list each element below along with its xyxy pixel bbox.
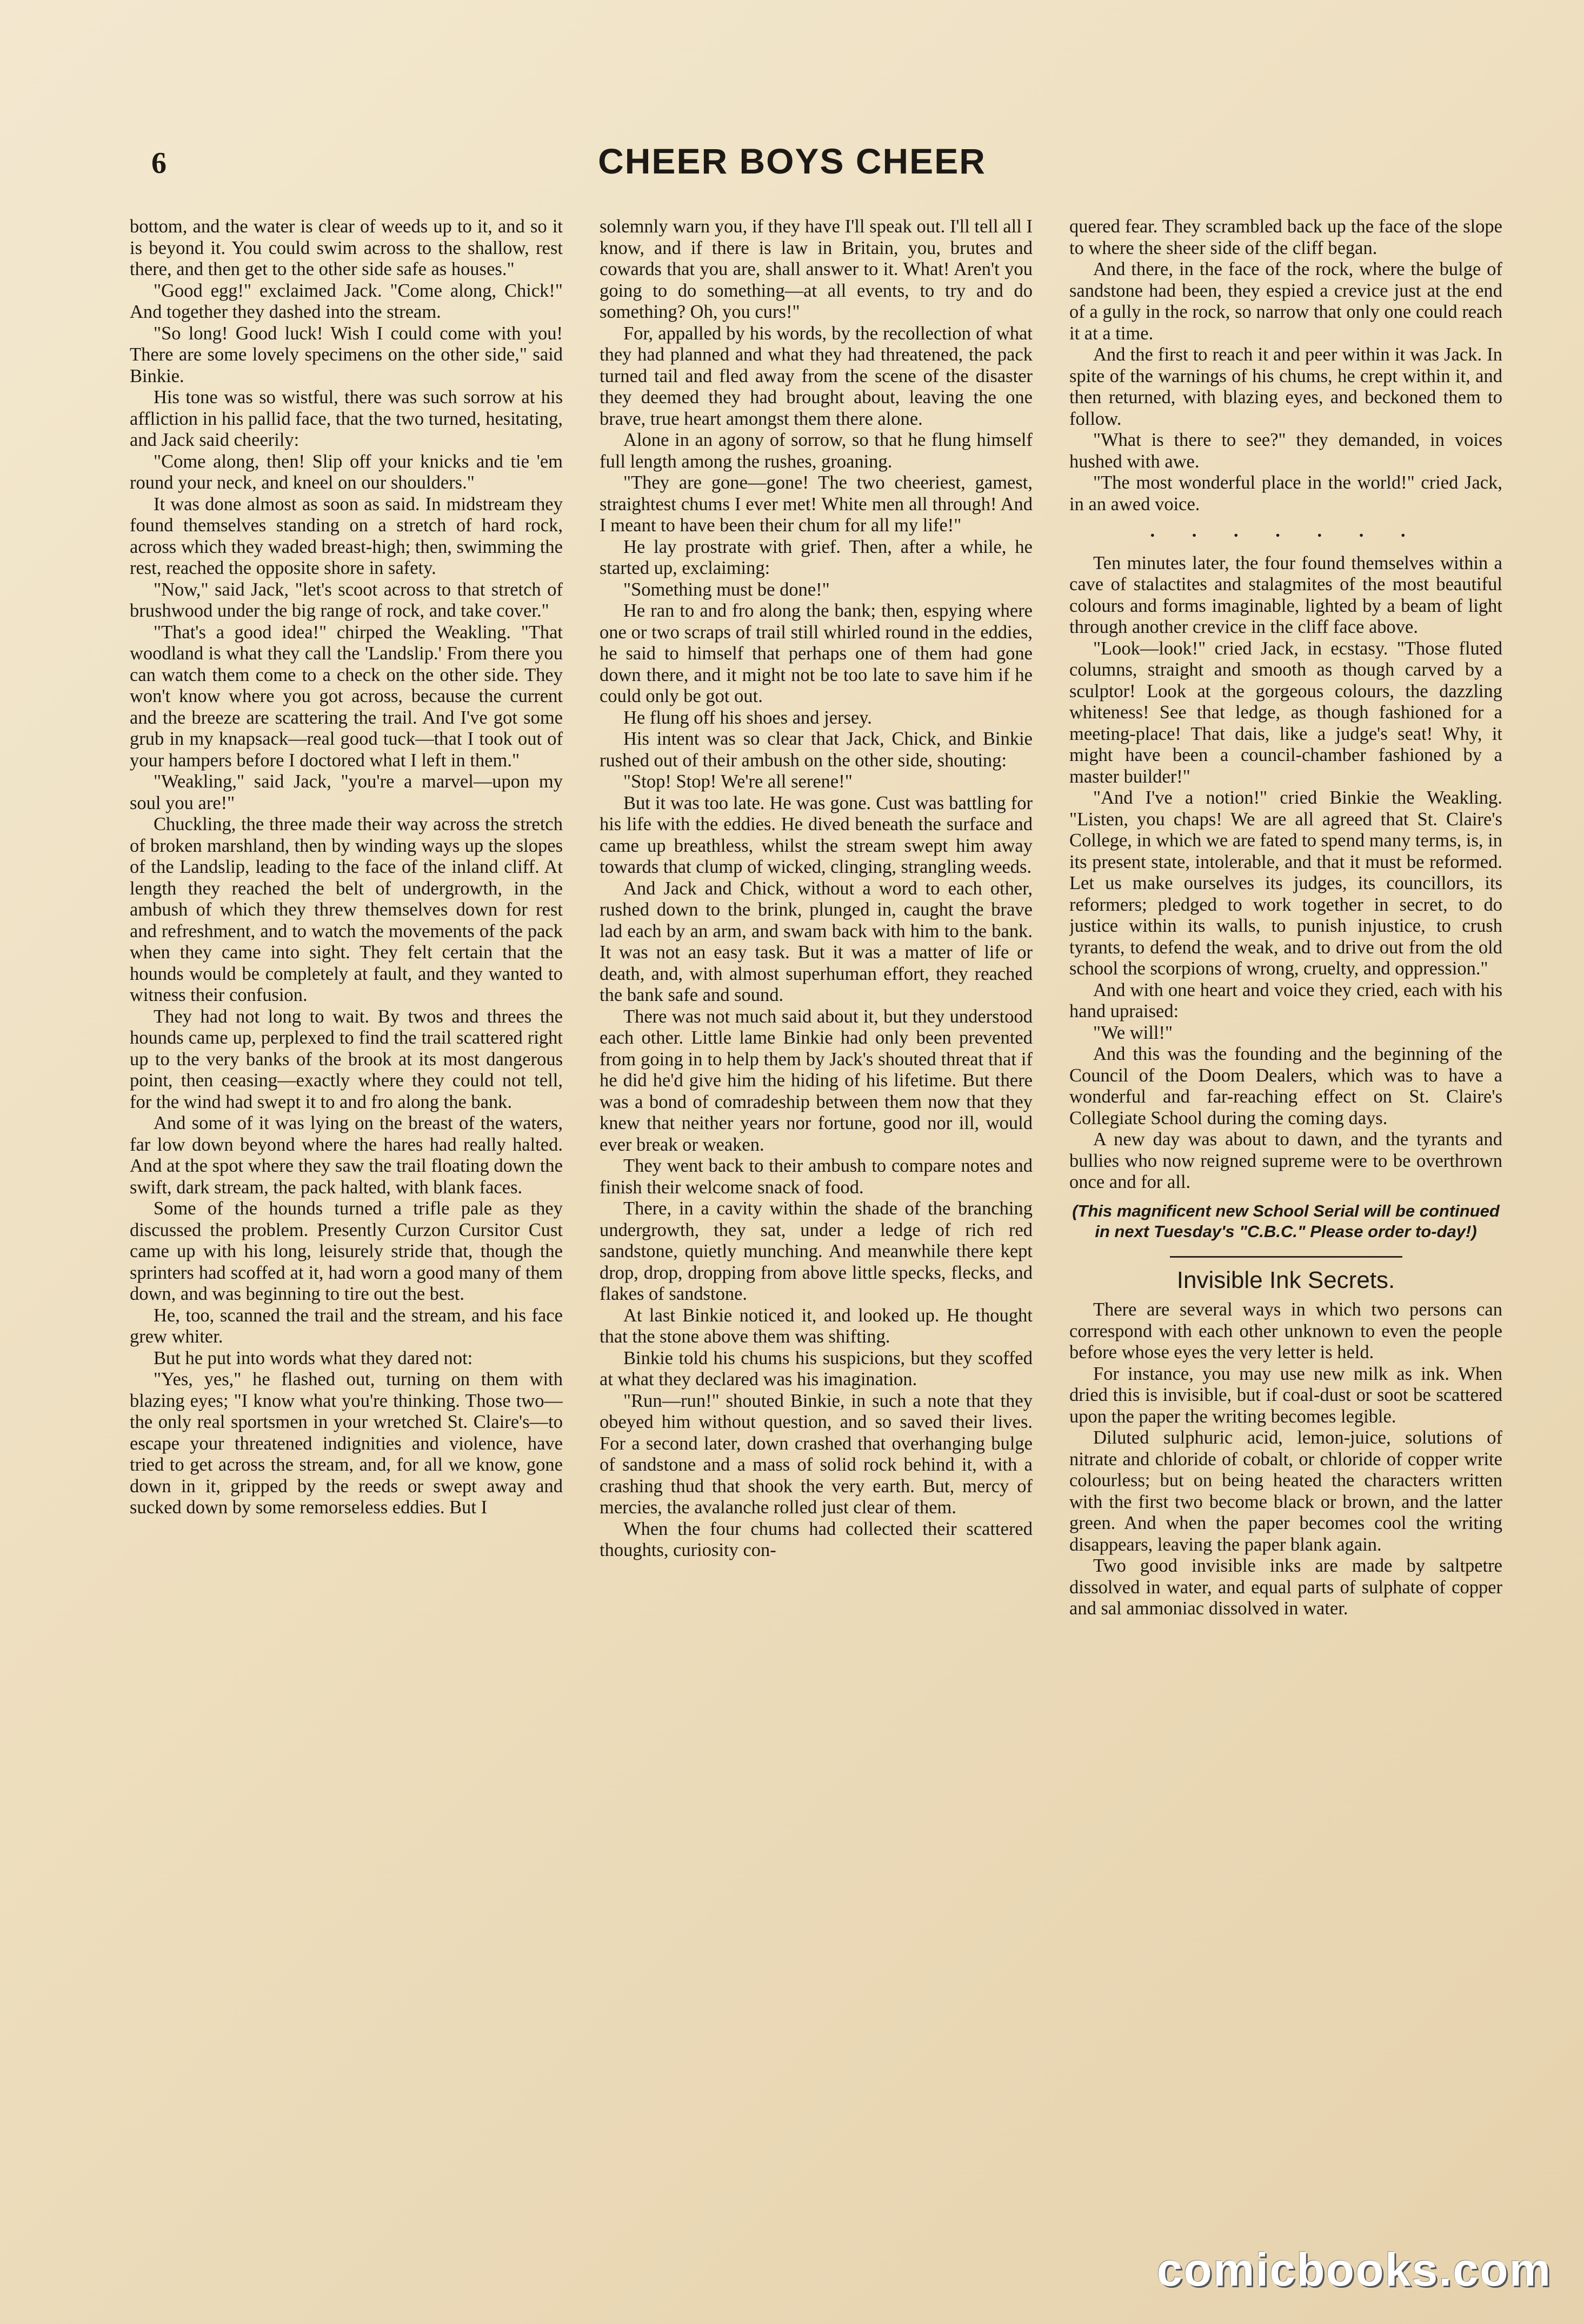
article-paragraph: Two good invisible inks are made by saltpetre dissolved in water, and equal parts of sulphate of copper and sal ammoniac dissolved in water. — [1069, 1555, 1502, 1619]
paragraph: It was done almost as soon as said. In midstream they found themselves standing on a stretch of hard rock, across which they waded breast-high; then, swimming the rest, reached the opposite shore in safety. — [130, 493, 563, 578]
paragraph: "And I've a notion!" cried Binkie the Weakling. "Listen, you chaps! We are all agreed that St. Claire's College, in which we are fated to spend many terms, is, in its present state, intolerable, and that it must be reformed. Let us make ourselves its judges, its councillors, its reformers; pledged to work together in secret, to do justice within its walls, to punish injustice, to crush tyrants, to defend the weak, and to drive out from the old school the scorpions of wrong, cruelty, and oppression." — [1069, 787, 1502, 979]
column-3 — [1069, 216, 1502, 2183]
section-break: . . . . . . . — [1150, 520, 1422, 541]
paragraph: They went back to their ambush to compare notes and finish their welcome snack of food. — [600, 1156, 1033, 1198]
paragraph: quered fear. They scrambled back up the face of the slope to where the sheer side of the cliff began. — [1069, 216, 1502, 258]
paragraph: "So long! Good luck! Wish I could come with you! There are some lovely specimens on the other side," said Binkie. — [130, 323, 563, 386]
paragraph: "We will!" — [1093, 1022, 1173, 1043]
paragraph: Some of the hounds turned a trifle pale as they discussed the problem. Presently Curzon Cursitor Cust came up with his long, leisurely stride that, though the sprinters had scoffed at it, had worn a good many of them down, and was beginning to tire out the best. — [130, 1198, 563, 1304]
paragraph: There was not much said about it, but they understood each other. Little lame Binkie had only been prevented from going in to help them by Jack's shouted threat that if he did he'd give him the hiding of his lifetime. But there was a bond of comradeship between them now that they knew that neither years nor fortune, good nor ill, would ever break or weaken. — [600, 1006, 1033, 1155]
paragraph: "Look—look!" cried Jack, in ecstasy. "Those fluted columns, straight and smooth as though carved by a sculptor! Look at the gorgeous colours, the dazzling whiteness! See that ledge, as though fashioned for a meeting-place! That dais, like a judge's seat! Why, it might have been a council-chamber fashioned by a master builder!" — [1069, 638, 1502, 787]
article-title: Invisible Ink Secrets. — [1176, 1266, 1395, 1293]
paragraph: "Come along, then! Slip off your knicks and tie 'em round your neck, and kneel on our shoulders." — [130, 451, 563, 493]
paragraph: Ten minutes later, the four found themselves within a cave of stalactites and stalagmites of the most beautiful colours and forms imaginable, lighted by a beam of light through another crevice in the cliff face above. — [1069, 552, 1502, 637]
paragraph: "They are gone—gone! The two cheeriest, gamest, straightest chums I ever met! White men all through! And I meant to have been their chum for all my life!" — [600, 472, 1033, 536]
paragraph: "Stop! Stop! We're all serene!" — [623, 771, 853, 792]
paragraph: At last Binkie noticed it, and looked up. He thought that the stone above them was shifting. — [600, 1305, 1033, 1347]
paragraph: "That's a good idea!" chirped the Weakling. "That woodland is what they call the 'Landslip.' From there you can watch them come to a check on the other side. They won't know where you got across, because the current and the breeze are scattering the trail. And I've got some grub in my knapsack—real good tuck—that I took out of your hampers before I doctored what I left in them." — [130, 622, 563, 771]
paragraph: solemnly warn you, if they have I'll speak out. I'll tell all I know, and if there is law in Britain, you, brutes and cowards that you are, shall answer to it. What! Aren't you going to do something—at all events, to try and do something? Oh, you curs!" — [600, 216, 1033, 322]
paragraph: And this was the founding and the beginning of the Council of the Doom Dealers, which was to have a wonderful and far-reaching effect on St. Claire's Collegiate School during the coming days. — [1069, 1044, 1502, 1128]
paragraph: But he put into words what they dared not: — [154, 1347, 473, 1368]
text-columns — [130, 216, 1503, 2183]
paragraph: "Weakling," said Jack, "you're a marvel—upon my soul you are!" — [130, 771, 563, 813]
paragraph: They had not long to wait. By twos and threes the hounds came up, perplexed to find the trail scattered right up to the very banks of the brook at its most dangerous point, then ceasing—exactly where they could not tell, for the wind had swept it to and fro along the bank. — [130, 1006, 563, 1112]
paragraph: But it was too late. He was gone. Cust was battling for his life with the eddies. He dived beneath the surface and came up breathless, whilst the stream swept him away towards that clump of wicked, clinging, strangling weeds. — [600, 792, 1033, 877]
paragraph: "What is there to see?" they demanded, in voices hushed with awe. — [1069, 430, 1502, 472]
paragraph: For, appalled by his words, by the recollection of what they had planned and what they had threatened, the pack turned tail and fled away from the scene of the disaster they deemed they had brought about, leaving the one brave, true heart amongst them there alone. — [600, 323, 1033, 429]
paragraph: And Jack and Chick, without a word to each other, rushed down to the brink, plunged in, caught the brave lad each by an arm, and swam back with him to the bank. It was not an easy task. But it was a matter of life or death, and, with almost superhuman effort, they reached the bank safe and sound. — [600, 878, 1033, 1005]
paragraph: And there, in the face of the rock, where the bulge of sandstone had been, they espied a crevice just at the end of a gully in the rock, so narrow that only one could reach it at a time. — [1069, 259, 1502, 344]
article-paragraph: Diluted sulphuric acid, lemon-juice, solutions of nitrate and chloride of cobalt, or chloride of copper write colourless; but on being heated the characters written with the first two become black or brown, and the latter green. And when the paper becomes cool the writing disappears, leaving the paper blank again. — [1069, 1427, 1502, 1555]
watermark: comicbooks.com — [1156, 2244, 1552, 2296]
divider — [1170, 1256, 1402, 1258]
serial-notice: (This magnificent new School Serial will be continued in next Tuesday's "C.B.C." Please order to-day!) — [1072, 1201, 1500, 1241]
paragraph: bottom, and the water is clear of weeds up to it, and so it is beyond it. You could swim across to the shallow, rest there, and then get to the other side safe as houses." — [130, 216, 563, 279]
paragraph: His tone was so wistful, there was such sorrow at his affliction in his pallid face, that the two turned, hesitating, and Jack said cheerily: — [130, 387, 563, 450]
paragraph: His intent was so clear that Jack, Chick, and Binkie rushed out of their ambush on the other side, shouting: — [600, 729, 1033, 771]
paragraph: Binkie told his chums his suspicions, but they scoffed at what they declared was his imagination. — [600, 1347, 1033, 1390]
running-head: CHEER BOYS CHEER — [598, 141, 986, 181]
paragraph: "Good egg!" exclaimed Jack. "Come along, Chick!" And together they dashed into the stream. — [130, 280, 563, 322]
paragraph: He lay prostrate with grief. Then, after a while, he started up, exclaiming: — [600, 536, 1033, 578]
paragraph: He, too, scanned the trail and the stream, and his face grew whiter. — [130, 1305, 563, 1347]
paragraph: There, in a cavity within the shade of the branching undergrowth, they sat, under a ledge of rich red sandstone, quietly munching. And meanwhile there kept drop, drop, dropping from above little specks, flecks, and flakes of sandstone. — [600, 1198, 1033, 1304]
article-paragraph: For instance, you may use new milk as ink. When dried this is invisible, but if coal-dust or soot be scattered upon the paper the writing becomes legible. — [1069, 1363, 1502, 1427]
paragraph: "Now," said Jack, "let's scoot across to that stretch of brushwood under the big range of rock, and take cover." — [130, 579, 563, 621]
paragraph: He flung off his shoes and jersey. — [623, 707, 872, 728]
column-1 — [130, 216, 563, 2183]
paragraph: "Something must be done!" — [623, 579, 830, 600]
column-2 — [600, 216, 1033, 2183]
paragraph: Chuckling, the three made their way across the stretch of broken marshland, then by winding ways up the slopes of the Landslip, leading to the face of the inland cliff. At length they reached the belt of undergrowth, in the ambush of which they threw themselves down for rest and refreshment, and to watch the movements of the pack when they came into sight. They felt certain that the hounds would be completely at fault, and they wanted to witness their confusion. — [130, 814, 563, 1005]
paragraph: And the first to reach it and peer within it was Jack. In spite of the warnings of his chums, he crept within it, and then returned, with blazing eyes, and beckoned them to follow. — [1069, 344, 1502, 429]
paragraph: Alone in an agony of sorrow, so that he flung himself full length among the rushes, groaning. — [600, 430, 1033, 472]
paragraph: When the four chums had collected their scattered thoughts, curiosity con- — [600, 1518, 1033, 1560]
page-number: 6 — [151, 146, 167, 180]
paragraph: "Run—run!" shouted Binkie, in such a note that they obeyed him without question, and so saved their lives. For a second later, down crashed that overhanging bulge of sandstone and a mass of solid rock behind it, with a crashing thud that shook the very earth. But, mercy of mercies, the avalanche rolled just clear of them. — [600, 1390, 1033, 1518]
paragraph: "Yes, yes," he flashed out, turning on them with blazing eyes; "I know what you're thinking. Those two—the only real sportsmen in your wretched St. Claire's—to escape your threatened indignities and violence, have tried to get across the stream, and, for all we know, gone down in it, gripped by the reeds or swept away and sucked down by some remorseless eddies. But I — [130, 1369, 563, 1518]
paragraph: And some of it was lying on the breast of the waters, far low down beyond where the hares had really halted. And at the spot where they saw the trail floating down the swift, dark stream, the pack halted, with blank faces. — [130, 1113, 563, 1198]
article-paragraph: There are several ways in which two persons can correspond with each other unknown to even the people before whose eyes the very letter is held. — [1069, 1299, 1502, 1363]
paragraph: "The most wonderful place in the world!" cried Jack, in an awed voice. — [1069, 472, 1502, 515]
paragraph: He ran to and fro along the bank; then, espying where one or two scraps of trail still whirled round in the eddies, he said to himself that perhaps one of them had gone down there, and it might not be too late to save him if he could only be got out. — [600, 600, 1033, 706]
paragraph: A new day was about to dawn, and the tyrants and bullies who now reigned supreme were to be overthrown once and for all. — [1069, 1129, 1502, 1192]
paragraph: And with one heart and voice they cried, each with his hand upraised: — [1069, 979, 1502, 1021]
